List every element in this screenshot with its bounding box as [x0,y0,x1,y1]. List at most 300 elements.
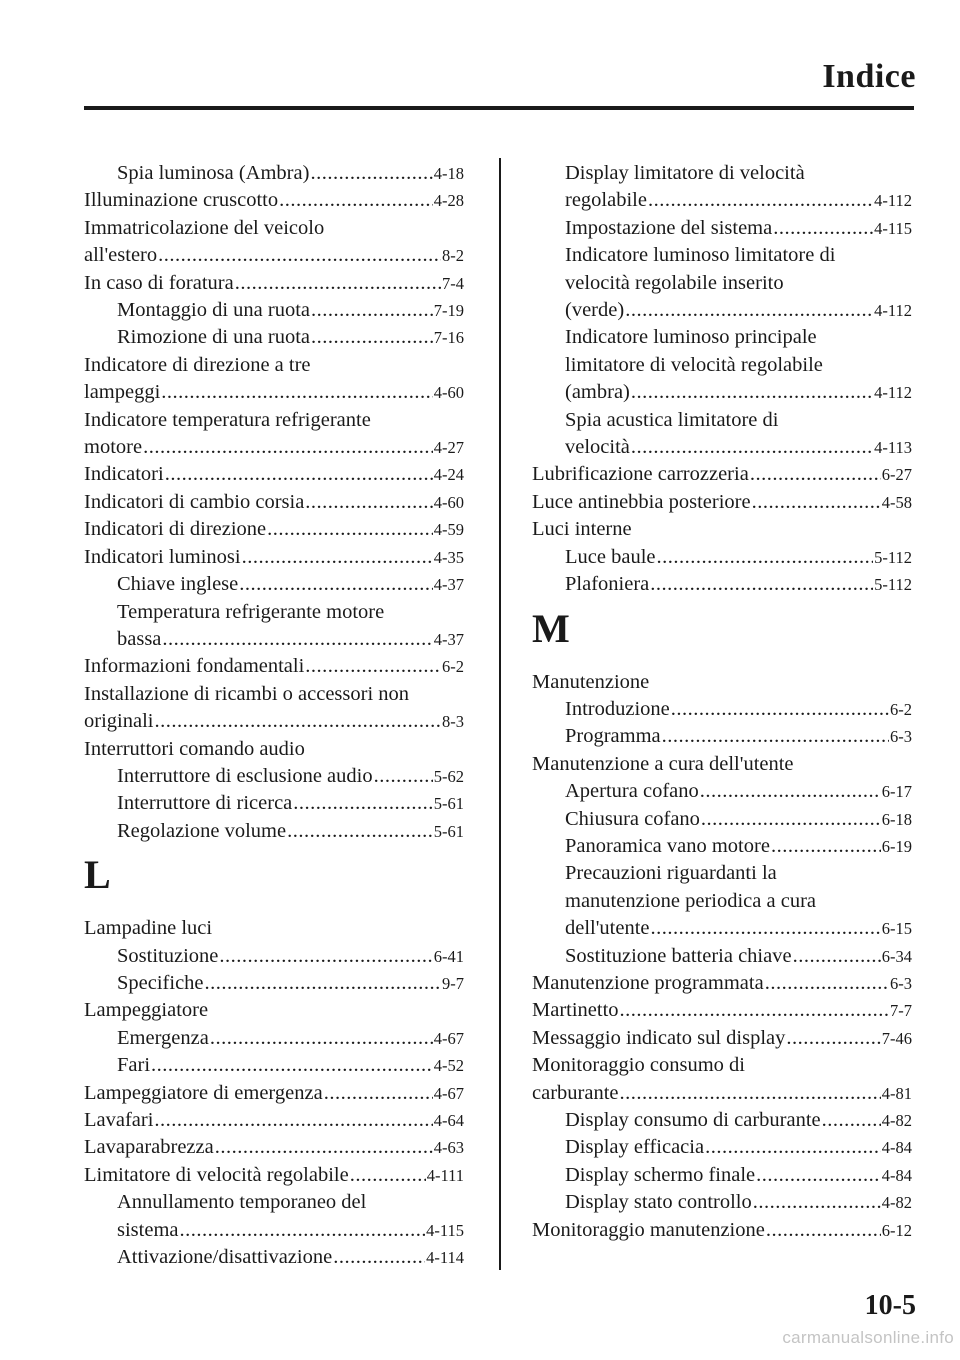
dot-leader [239,571,432,598]
index-entry-page: 8-3 [442,712,464,732]
dot-leader [158,242,441,269]
index-entry [532,215,912,242]
index-entry [84,489,464,516]
index-entry-label: Illuminazione cruscotto [84,189,279,212]
index-entry [84,1189,464,1244]
dot-leader [205,970,441,997]
index-entry-row [532,997,912,1024]
dot-leader [750,461,881,488]
index-entry-row [84,1052,464,1079]
dot-leader [671,696,889,723]
index-entry-label: Montaggio di una ruota [117,299,311,322]
index-entry-row [532,1134,912,1161]
dot-leader [162,626,432,653]
index-entry-page: 6-12 [881,1220,912,1240]
index-entry-row [84,1244,464,1271]
index-entry-label: (ambra) [565,381,630,404]
dot-leader [143,434,433,461]
dot-leader [705,1134,881,1161]
index-entry-label: velocità [565,436,630,459]
index-entry-row [84,379,464,406]
index-entry-row [532,1080,912,1107]
index-entry-row [84,1080,464,1107]
index-entry-label: Sostituzione [117,944,219,967]
index-entry [84,407,464,462]
dot-leader [165,461,433,488]
index-entry-label: Display stato controllo [565,1191,752,1214]
index-entry-label: Introduzione [565,697,670,720]
dot-leader [793,943,881,970]
index-entry-page: 6-3 [890,973,912,993]
index-entry [84,1134,464,1161]
dot-leader [648,187,873,214]
index-entry-label: Luce antinebbia posteriore [532,490,751,513]
index-entry-label: Fari [117,1054,151,1077]
index-entry [84,297,464,324]
dot-leader [631,434,873,461]
index-entry-row [84,160,464,187]
index-entry-label: Indicatori di cambio corsia [84,490,305,513]
index-entry-page: 5-112 [874,547,912,567]
dot-leader [765,970,889,997]
index-entry-row [532,187,912,214]
dot-leader [773,215,873,242]
index-entry-label: sistema [117,1218,179,1241]
index-entry [532,461,912,488]
dot-leader [766,1217,881,1244]
index-entry-label: Interruttore di ricerca [117,792,293,815]
index-entry [84,599,464,654]
index-entry [84,970,464,997]
index-entry-label: Interruttore di esclusione audio [117,764,373,787]
index-entry-page: 4-18 [433,164,464,183]
index-entry-row [84,1217,464,1244]
dot-leader [701,806,881,833]
index-column-right [532,160,912,1244]
dot-leader [267,516,433,543]
dot-leader [333,1244,425,1271]
dot-leader [620,1080,881,1107]
index-entry-label: Lavaparabrezza [84,1136,214,1159]
dot-leader [151,1052,433,1079]
index-entry-row [84,763,464,790]
index-entry-page: 6-19 [881,836,912,856]
dot-leader [154,1107,432,1134]
index-entry-page: 4-113 [874,438,912,458]
index-entry-row [84,943,464,970]
index-entry-row [84,187,464,214]
index-entry-label: Limitatore di velocità regolabile [84,1163,349,1186]
index-entry [84,736,464,763]
dot-leader [279,187,433,214]
dot-leader [650,571,873,598]
dot-leader [374,763,433,790]
index-entry-page: 6-17 [881,782,912,802]
dot-leader [662,723,889,750]
index-entry [532,669,912,696]
index-entry [84,915,464,942]
index-entry [532,1025,912,1052]
page-header-title: Indice [822,58,916,95]
index-entry-page: 6-2 [442,657,464,677]
index-entry-text-line: Monitoraggio consumo di [532,1054,745,1077]
index-entry-label: bassa [117,627,162,650]
index-entry-text-line: Lampadine luci [84,917,213,940]
index-entry [532,723,912,750]
index-entry-row [532,696,912,723]
index-entry [532,324,912,406]
index-entry-page: 7-46 [881,1028,912,1048]
index-entry-page: 4-112 [874,191,912,211]
index-entry-label: Attivazione/disattivazione [117,1246,333,1269]
index-entry-text-line: Temperatura refrigerante motore [117,600,385,623]
column-divider [499,158,501,1270]
index-entry-text-line: Lampeggiatore [84,999,209,1022]
index-entry-row [532,970,912,997]
index-entry-row [84,297,464,324]
index-entry-row [532,943,912,970]
dot-leader [786,1025,880,1052]
index-entry-row [532,778,912,805]
index-entry-page: 6-18 [881,809,912,829]
index-entry [84,1244,464,1271]
index-entry-label: regolabile [565,189,647,212]
index-entry-row [532,434,912,461]
index-entry-page: 4-112 [874,383,912,403]
dot-leader [210,1025,433,1052]
index-entry-label: Rimozione di una ruota [117,326,310,349]
index-entry-page: 4-82 [881,1111,912,1130]
index-entry-page: 4-58 [881,492,912,512]
index-entry-row [84,818,464,845]
index-entry-label: Informazioni fondamentali [84,655,305,678]
dot-leader [219,943,432,970]
index-entry-row [84,790,464,817]
index-entry [84,187,464,214]
dot-leader [651,915,881,942]
index-entry [532,997,912,1024]
index-entry-label: Indicatori luminosi [84,545,241,568]
header-rule [84,106,914,110]
dot-leader [311,297,433,324]
index-entry-row [532,297,912,324]
index-entry-text-line: Indicatore temperatura refrigerante [84,408,371,431]
index-entry-text-line: Indicatore di direzione a tre [84,353,311,376]
index-entry [84,818,464,845]
index-entry-row [84,242,464,269]
dot-leader [625,297,873,324]
index-entry-row [84,544,464,571]
index-entry-label: Manutenzione programmata [532,971,764,994]
dot-leader [154,708,441,735]
index-entry-page: 5-112 [874,575,912,595]
index-entry [84,1107,464,1134]
index-entry-text-line: Installazione di ricambi o accessori non [84,682,410,705]
index-entry [84,544,464,571]
index-entry [532,160,912,215]
index-entry [84,215,464,270]
index-entry-page: 6-2 [890,699,912,719]
index-entry-row [84,1134,464,1161]
index-entry-page: 4-84 [881,1165,912,1185]
index-entry-row [84,270,464,297]
index-entry-page: 4-60 [433,383,464,403]
dot-leader [756,1162,881,1189]
dot-leader [771,833,881,860]
index-entry-label: Indicatori [84,463,164,486]
index-entry-page: 4-63 [433,1138,464,1158]
index-entry-label: Luce baule [565,545,656,568]
index-entry-page: 4-115 [874,218,912,238]
index-entry-text-line: velocità regolabile inserito [565,271,784,294]
index-entry-row [84,970,464,997]
index-entry-page: 4-37 [433,629,464,649]
index-entry [532,833,912,860]
dot-leader [235,270,441,297]
dot-leader [620,997,889,1024]
index-entry-page: 5-62 [433,766,464,786]
index-entry-text-line: Indicatore luminoso limitatore di [565,244,836,267]
index-entry-text-line: Manutenzione [532,670,650,693]
dot-leader [657,544,874,571]
watermark: carmanualsonline.info [782,1328,954,1347]
index-entry-page: 5-61 [433,821,464,841]
index-entry [532,1217,912,1244]
index-entry-page: 4-64 [433,1111,464,1130]
index-entry-page: 4-37 [433,575,464,595]
index-entry [532,943,912,970]
index-entry-row [532,833,912,860]
index-entry [84,461,464,488]
index-entry-row [532,544,912,571]
index-entry-page: 4-60 [433,492,464,512]
index-entry [84,160,464,187]
index-entry-label: Chiusura cofano [565,807,700,830]
index-entry-page: 4-28 [433,191,464,211]
index-entry-row [84,571,464,598]
index-entry-page: 6-41 [433,946,464,966]
index-entry-text-line: Immatricolazione del veicolo [84,216,325,239]
index-entry-row [532,1162,912,1189]
index-entry-text-line: Annullamento temporaneo del [117,1191,367,1214]
index-entry-label: Emergenza [117,1026,209,1049]
index-entry-row [84,1107,464,1134]
index-entry [532,544,912,571]
index-entry-label: Impostazione del sistema [565,216,773,239]
index-entry [532,1162,912,1189]
index-entry [532,778,912,805]
index-entry-text-line: Precauzioni riguardanti la [565,862,777,885]
index-entry-row [532,379,912,406]
dot-leader [631,379,873,406]
index-entry-page: 4-24 [433,465,464,485]
index-entry-text-line: manutenzione periodica a cura [565,889,816,912]
index-entry-page: 7-19 [433,301,464,321]
index-entry-page: 6-15 [881,919,912,939]
index-entry-page: 4-84 [881,1138,912,1158]
index-entry-row [532,1025,912,1052]
dot-leader [161,379,432,406]
index-entry-text-line: Spia acustica limitatore di [565,408,779,431]
dot-leader [311,324,433,351]
index-entry [84,1052,464,1079]
index-entry [84,763,464,790]
index-entry-label: Chiave inglese [117,573,239,596]
dot-leader [822,1107,881,1134]
index-entry-page: 4-82 [881,1193,912,1213]
dot-leader [287,818,433,845]
index-entry-row [84,461,464,488]
index-entry-label: originali [84,710,154,733]
index-entry-label: motore [84,436,143,459]
index-entry [84,571,464,598]
dot-leader [215,1134,433,1161]
dot-leader [700,778,881,805]
index-entry-row [84,324,464,351]
index-entry [84,352,464,407]
index-entry [84,1162,464,1189]
index-entry-label: Lubrificazione carrozzeria [532,463,749,486]
index-entry [84,681,464,736]
index-entry [532,970,912,997]
index-entry-page: 7-7 [890,1001,912,1021]
index-entry [84,653,464,680]
index-entry-page: 4-114 [426,1248,464,1268]
index-entry [532,407,912,462]
index-entry-page: 7-4 [442,273,464,293]
index-entry-row [84,1162,464,1189]
index-entry-page: 8-2 [442,246,464,266]
dot-leader [752,489,881,516]
index-entry [84,790,464,817]
index-column-left [84,160,464,1271]
index-entry-label: Martinetto [532,999,619,1022]
index-entry-row [532,461,912,488]
index-entry-page: 4-111 [426,1165,464,1185]
index-entry-page: 4-81 [881,1083,912,1103]
index-entry-page: 5-61 [433,794,464,814]
index-entry-label: Display efficacia [565,1136,705,1159]
index-entry [532,1189,912,1216]
index-entry [532,1134,912,1161]
index-entry-page: 4-67 [433,1083,464,1103]
dot-leader [242,544,433,571]
index-entry-text-line: Display limitatore di velocità [565,162,805,184]
index-entry [84,516,464,543]
index-entry [532,489,912,516]
index-entry-row [84,626,464,653]
index-entry [84,324,464,351]
index-entry-row [84,1025,464,1052]
index-entry [532,516,912,543]
index-entry-page: 4-27 [433,438,464,458]
index-entry-label: Panoramica vano motore [565,834,770,857]
index-entry-label: Programma [565,725,661,748]
index-entry [84,943,464,970]
index-entry [532,696,912,723]
index-entry [532,806,912,833]
index-entry [532,1107,912,1134]
index-entry-page: 4-115 [426,1220,464,1240]
index-section-letter: M [532,605,570,651]
index-section-letter: L [84,852,111,898]
index-entry [84,1080,464,1107]
index-entry-row [532,215,912,242]
index-entry-label: Messaggio indicato sul display [532,1026,786,1049]
index-entry-text-line: Indicatore luminoso principale [565,326,817,349]
index-entry-row [532,723,912,750]
index-entry-label: Apertura cofano [565,780,699,803]
index-entry-label: Lavafari [84,1109,154,1131]
index-entry-page: 4-52 [433,1056,464,1076]
index-entry-row [84,489,464,516]
index-entry-row [84,653,464,680]
index-entry-row [532,489,912,516]
index-entry-label: Display consumo di carburante [565,1109,821,1131]
index-entry [532,242,912,324]
dot-leader [310,160,432,187]
index-entry-text-line: Manutenzione a cura dell'utente [532,752,794,775]
index-entry-label: Regolazione volume [117,819,287,842]
index-entry [532,1052,912,1107]
index-entry-page: 4-112 [874,301,912,321]
index-entry-label: Indicatori di direzione [84,518,267,541]
dot-leader [180,1217,426,1244]
index-entry-label: Plafoniera [565,573,650,596]
index-entry-row [84,708,464,735]
index-entry-label: Specifiche [117,971,204,994]
dot-leader [305,653,441,680]
index-entry-page: 4-35 [433,547,464,567]
index-entry-text-line: Luci interne [532,518,632,541]
index-entry-label: Lampeggiatore di emergenza [84,1081,323,1104]
index-entry [532,571,912,598]
index-entry-row [84,434,464,461]
dot-leader [305,489,432,516]
index-entry-row [532,1189,912,1216]
index-entry-label: In caso di foratura [84,271,234,294]
index-entry-page: 4-67 [433,1028,464,1048]
index-entry [84,270,464,297]
index-entry-label: Monitoraggio manutenzione [532,1218,765,1241]
index-entry-row [532,915,912,942]
index-entry-page: 6-34 [881,946,912,966]
dot-leader [350,1162,426,1189]
index-entry-row [532,806,912,833]
index-entry-label: lampeggi [84,381,161,404]
index-entry-page: 9-7 [442,973,464,993]
index-entry-label: dell'utente [565,917,650,940]
index-entry [84,997,464,1024]
index-entry [532,751,912,778]
index-entry-label: Display schermo finale [565,1163,756,1186]
index-entry [532,860,912,942]
index-entry-page: 6-3 [890,727,912,747]
index-entry-text-line: limitatore di velocità regolabile [565,353,823,376]
index-entry-label: (verde) [565,299,625,322]
index-entry-row [532,1107,912,1134]
index-entry-page: 7-16 [433,328,464,348]
dot-leader [293,790,432,817]
index-entry-text-line: Interruttori comando audio [84,737,305,760]
index-entry-row [532,1217,912,1244]
index-entry-label: Sostituzione batteria chiave [565,944,792,967]
index-entry-page: 6-27 [881,465,912,485]
index-entry [84,1025,464,1052]
index-entry-label: Spia luminosa (Ambra) [117,162,310,184]
dot-leader [753,1189,881,1216]
index-entry-row [84,516,464,543]
